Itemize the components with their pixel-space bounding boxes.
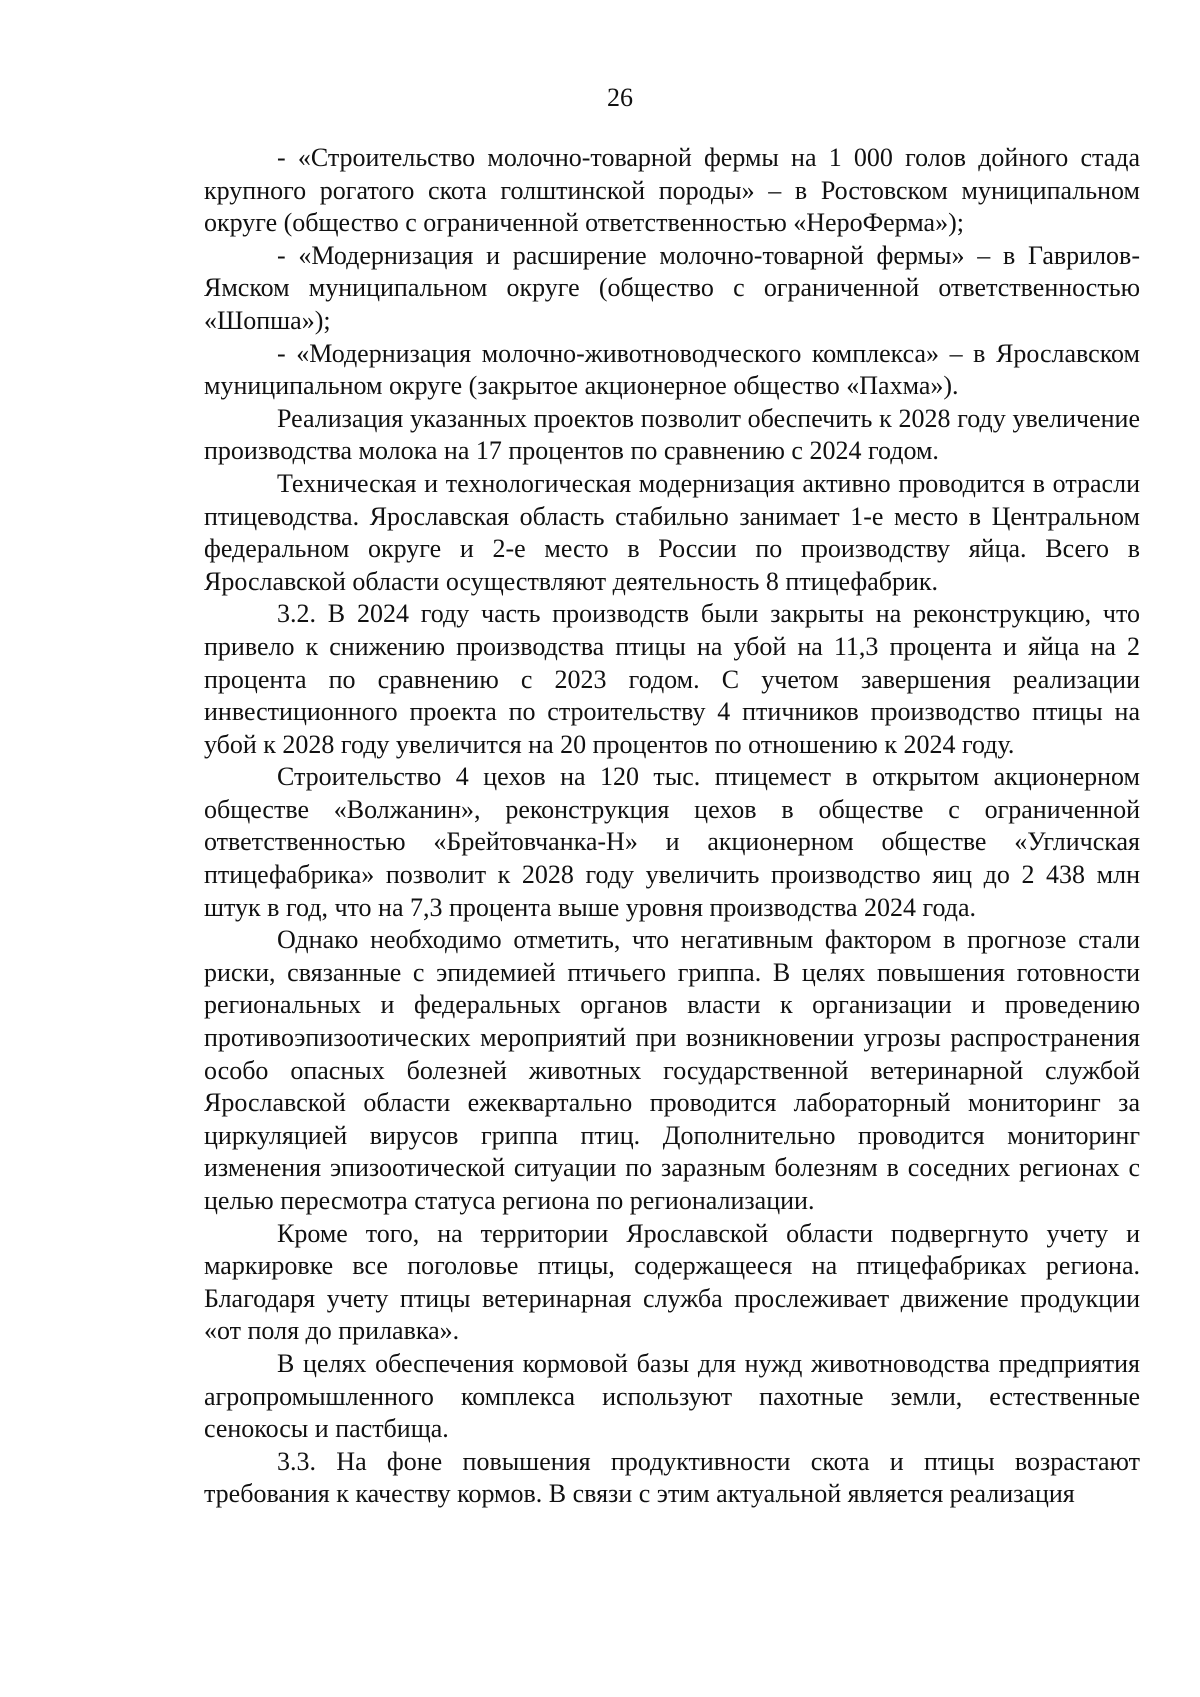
paragraph-project-pakhma: - «Модернизация молочно-животноводческого комплекса» – в Ярославском муниципальном округе (закрытое акционерное общество «Пахма»). bbox=[204, 338, 1140, 401]
paragraph-poultry-marking: Кроме того, на территории Ярославской области подвергнуто учету и маркировке все поголовье птицы, содержащееся на птицефабриках региона. Благодаря учету птицы ветеринарная служба прослеживает движение продукции «от поля до прилавка». bbox=[204, 1218, 1140, 1346]
document-body bbox=[204, 142, 1140, 1511]
paragraph-section-3-3: 3.3. На фоне повышения продуктивности скота и птицы возрастают требования к качеству кормов. В связи с этим актуальной является реализация bbox=[204, 1446, 1140, 1509]
paragraph-poultry-modernization: Техническая и технологическая модернизация активно проводится в отрасли птицеводства. Ярославская область стабильно занимает 1-е место в Центральном федеральном округе и 2-е место в России по производству яйца. Всего в Ярославской области осуществляют деятельность 8 птицефабрик. bbox=[204, 468, 1140, 596]
paragraph-milk-production: Реализация указанных проектов позволит обеспечить к 2028 году увеличение производства молока на 17 процентов по сравнению с 2024 годом. bbox=[204, 403, 1140, 466]
paragraph-project-nero-ferma: - «Строительство молочно-товарной фермы на 1 000 голов дойного стада крупного рогатого скота голштинской породы» – в Ростовском муниципальном округе (общество с ограниченной ответственностью «НероФерма»); bbox=[204, 143, 1140, 238]
page-number: 26 bbox=[607, 83, 633, 112]
paragraph-bird-flu-risks: Однако необходимо отметить, что негативным фактором в прогнозе стали риски, связанные с эпидемией птичьего гриппа. В целях повышения готовности региональных и федеральных органов власти к организации и проведению противоэпизоотических мероприятий при возникновении угрозы распространения особо опасных болезней животных государственной ветеринарной службой Ярославской области ежеквартально проводится лабораторный мониторинг за циркуляцией вирусов гриппа птиц. Дополнительно проводится мониторинг изменения эпизоотической ситуации по заразным болезням в соседних регионах с целью пересмотра статуса региона по регионализации. bbox=[204, 925, 1140, 1215]
paragraph-feed-base: В целях обеспечения кормовой базы для нужд животноводства предприятия агропромышленного комплекса используют пахотные земли, естественные сенокосы и пастбища. bbox=[204, 1348, 1140, 1444]
paragraph-section-3-2: 3.2. В 2024 году часть производств были закрыты на реконструкцию, что привело к снижению производства птицы на убой на 11,3 процента и яйца на 2 процента по сравнению с 2023 годом. С учетом завершения реализации инвестиционного проекта по строительству 4 птичников производство птицы на убой к 2028 году увеличится на 20 процентов по отношению к 2024 году. bbox=[204, 599, 1140, 759]
paragraph-egg-production: Строительство 4 цехов на 120 тыс. птицемест в открытом акционерном обществе «Волжанин», реконструкция цехов в обществе с ограниченной ответственностью «Брейтовчанка-Н» и акционерном обществе «Угличская птицефабрика» позволит к 2028 году увеличить производство яиц до 2 438 млн штук в год, что на 7,3 процента выше уровня производства 2024 года. bbox=[204, 762, 1140, 922]
paragraph-project-shopsha: - «Модернизация и расширение молочно-товарной фермы» – в Гаврилов-Ямском муниципальном округе (общество с ограниченной ответственностью «Шопша»); bbox=[204, 240, 1140, 335]
